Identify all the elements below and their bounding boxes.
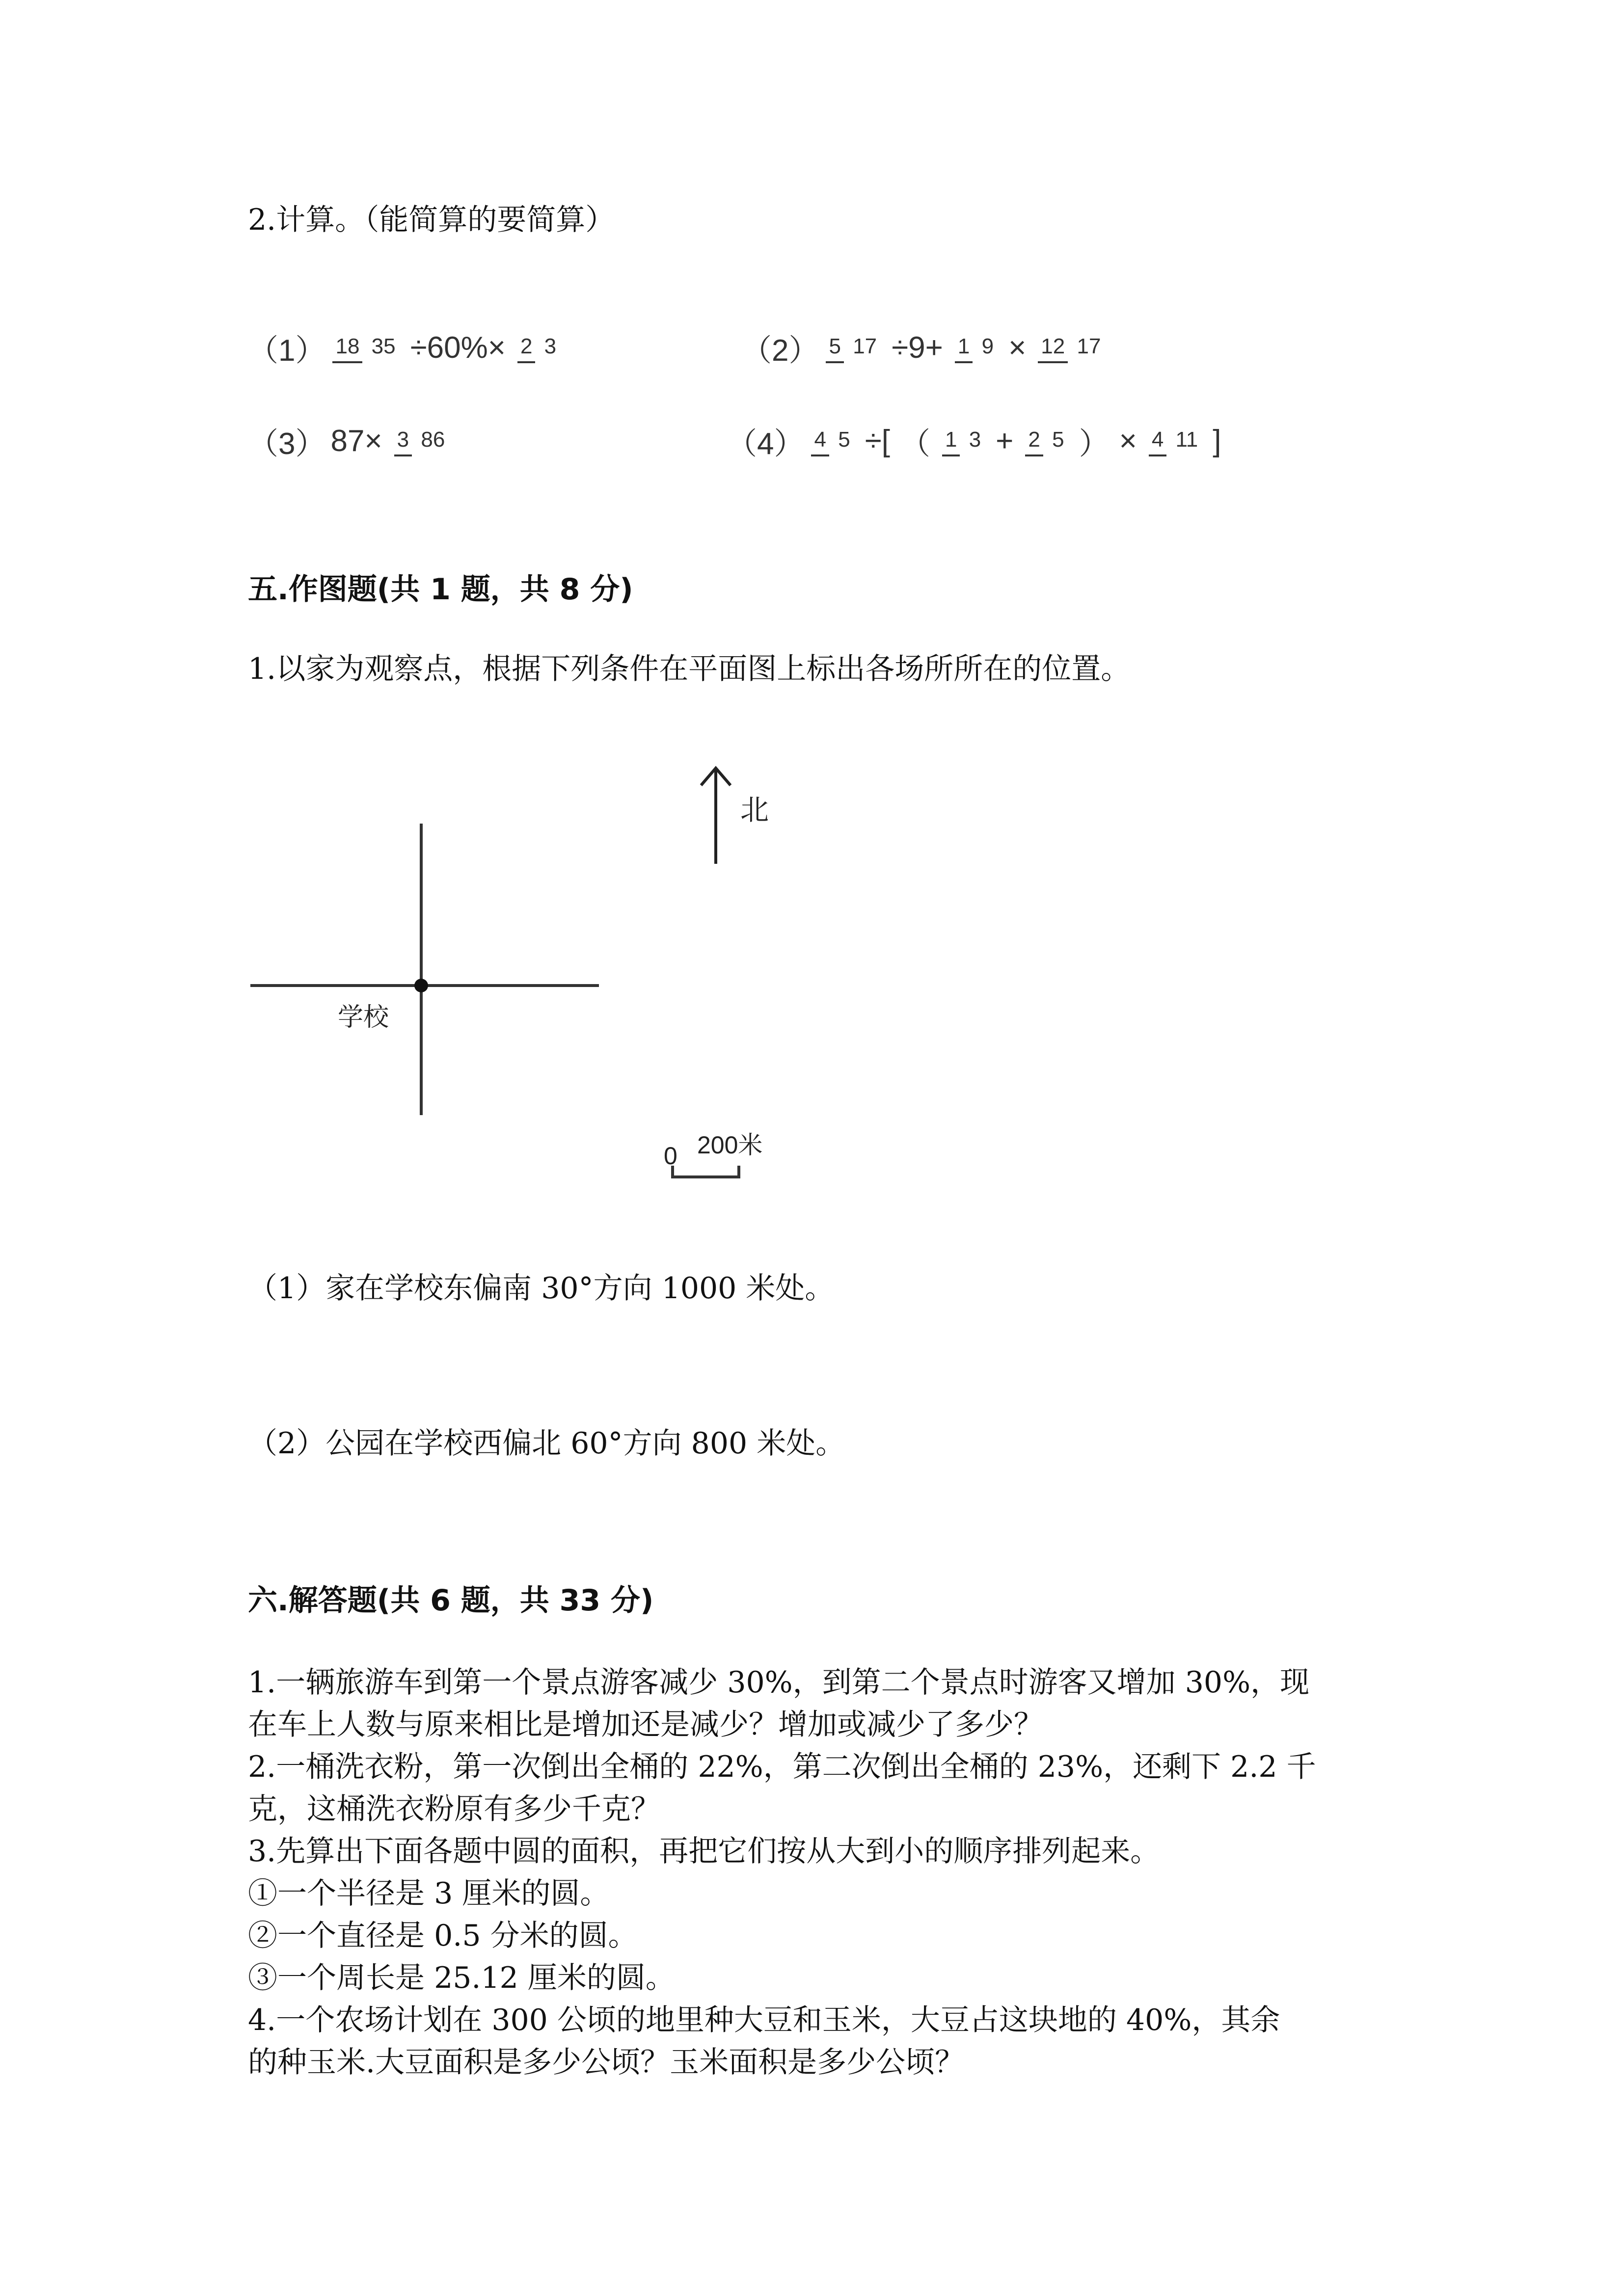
scale-zero: 0 — [664, 1142, 677, 1170]
denominator: 17 — [1077, 334, 1101, 358]
denominator: 5 — [1052, 427, 1064, 452]
denominator: 35 — [371, 334, 396, 358]
answer-line: 2.一桶洗衣粉，第一次倒出全桶的 22%，第二次倒出全桶的 23%，还剩下 2.2 千 — [248, 1750, 1316, 1784]
denominator: 86 — [421, 427, 445, 452]
scale-bar — [673, 1166, 739, 1177]
answer-line: 在车上人数与原来相比是增加还是减少？增加或减少了多少？ — [248, 1708, 1043, 1742]
operator: + — [996, 424, 1014, 458]
answer-line: ③一个周长是 25.12 厘米的圆。 — [248, 1961, 675, 1995]
answer-line: ①一个半径是 3 厘米的圆。 — [248, 1876, 610, 1911]
numerator: 3 — [394, 427, 412, 456]
school-label: 学校 — [338, 1003, 389, 1032]
numerator: 5 — [826, 334, 843, 363]
scale-label: 200米 — [697, 1131, 763, 1159]
operator: × — [1119, 424, 1137, 458]
expr-label: （4） — [727, 427, 805, 461]
denominator: 17 — [853, 334, 877, 358]
denominator: 3 — [969, 427, 981, 452]
paren-left: （ — [899, 427, 930, 461]
numerator: 12 — [1038, 334, 1068, 363]
condition-2: （2）公园在学校西偏北 60°方向 800 米处。 — [248, 1426, 845, 1461]
section-6-heading: 六.解答题(共 6 题，共 33 分) — [248, 1583, 654, 1618]
numerator: 4 — [1149, 427, 1166, 456]
section-5-question-1: 1.以家为观察点，根据下列条件在平面图上标出各场所所在的位置。 — [248, 652, 1131, 686]
section-5-heading: 五.作图题(共 1 题，共 8 分) — [248, 572, 633, 607]
north-arrow-icon — [701, 768, 731, 864]
expr-label: （1） — [248, 333, 326, 368]
operator: ÷9+ — [892, 330, 943, 365]
numerator: 1 — [955, 334, 973, 363]
school-point — [414, 979, 428, 992]
denominator: 9 — [981, 334, 994, 358]
operator: ÷[ — [865, 424, 890, 458]
numerator: 18 — [332, 334, 362, 363]
answer-line: 克，这桶洗衣粉原有多少千克？ — [248, 1792, 660, 1826]
condition-1: （1）家在学校东偏南 30°方向 1000 米处。 — [248, 1271, 835, 1306]
denominator: 3 — [544, 334, 557, 358]
expr-label: （3） — [248, 427, 326, 461]
numerator: 4 — [811, 427, 829, 456]
bracket-right: ] — [1213, 424, 1221, 458]
denominator: 5 — [838, 427, 850, 452]
operator: × — [1008, 330, 1027, 365]
north-label: 北 — [740, 794, 769, 826]
numerator: 1 — [942, 427, 960, 456]
answer-line: 1.一辆旅游车到第一个景点游客减少 30%，到第二个景点时游客又增加 30%，现 — [248, 1665, 1310, 1700]
numerator: 2 — [1025, 427, 1043, 456]
answer-line: 4.一个农场计划在 300 公顷的地里种大豆和玉米，大豆占这块地的 40%，其余 — [248, 2003, 1280, 2037]
operand: 87× — [330, 424, 382, 458]
operator: ÷60%× — [410, 330, 506, 365]
denominator: 11 — [1175, 427, 1198, 452]
expr-label: （2） — [741, 333, 819, 368]
calc-title: 2.计算。（能简算的要简算） — [248, 203, 615, 237]
numerator: 2 — [517, 334, 535, 363]
answer-line: ②一个直径是 0.5 分米的圆。 — [248, 1919, 638, 1953]
paren-right: ） — [1079, 427, 1110, 461]
answer-line: 3.先算出下面各题中圆的面积，再把它们按从大到小的顺序排列起来。 — [248, 1834, 1160, 1869]
answer-line: 的种玉米.大豆面积是多少公顷？玉米面积是多少公顷？ — [248, 2045, 965, 2080]
